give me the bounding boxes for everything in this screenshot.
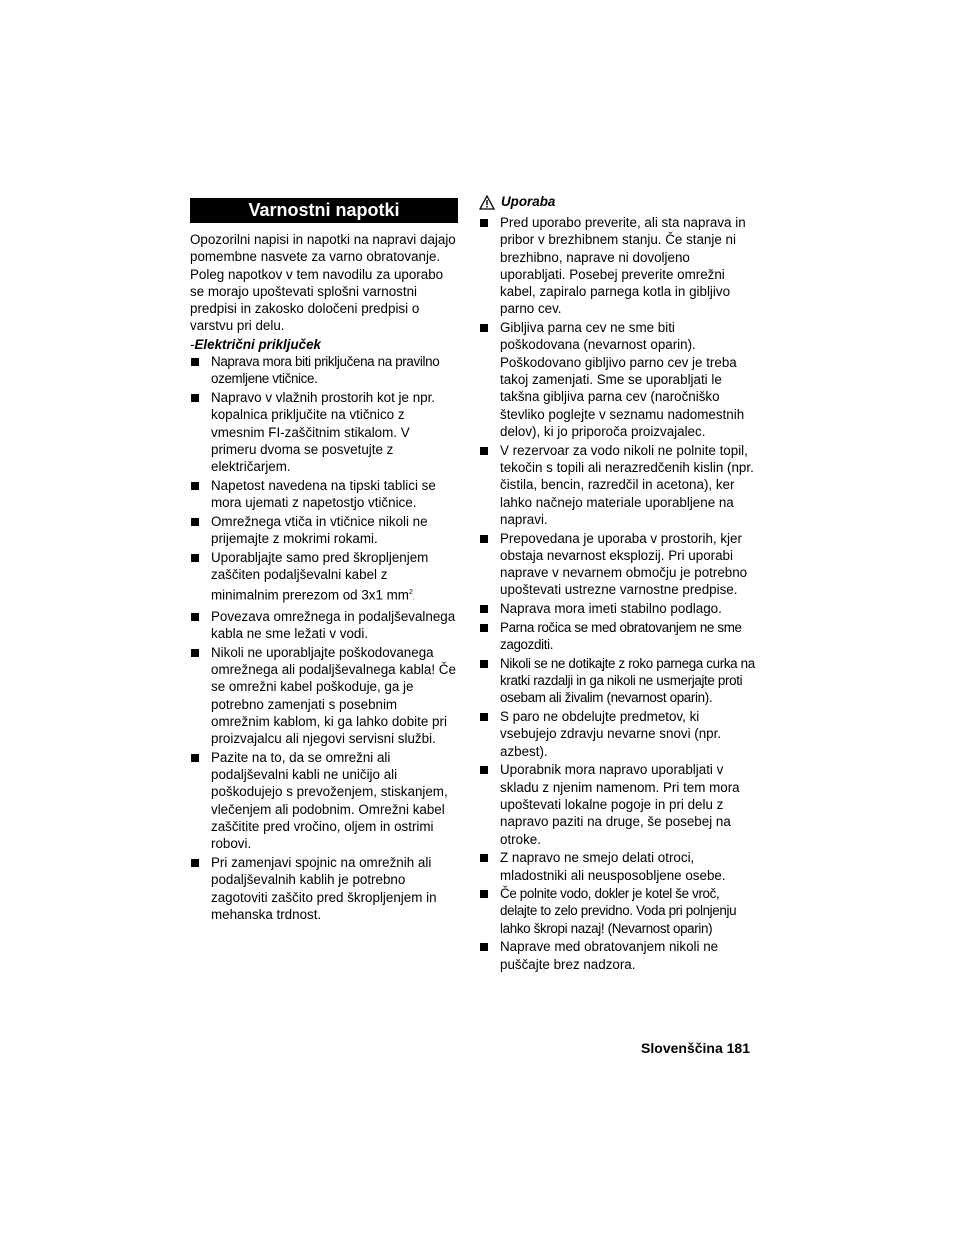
intro-paragraph-1: Opozorilni napisi in napotki na napravi dajajo pomembne nasvete za varno obratovanje. <box>190 232 456 265</box>
square-bullet-icon <box>480 324 488 332</box>
list-item: Nikoli se ne dotikajte z roko parnega curka na kratki razdalji in ga nikoli ne usmerjajte proti osebam ali živalim (nevarnost oparin). <box>479 655 755 707</box>
usage-list <box>479 214 755 973</box>
square-bullet-icon <box>480 219 488 227</box>
list-item: Povezava omrežnega in podaljševalnega kabla ne sme ležati v vodi. <box>190 608 458 643</box>
list-item: Uporabnik mora napravo uporabljati v skladu z njenim namenom. Pri tem mora upoštevati lokalne pogoje in pri delu z napravo paziti na druge, še posebej na otroke. <box>479 761 755 847</box>
left-column <box>190 198 458 925</box>
list-item: Naprava mora biti priključena na pravilno ozemljene vtičnice. <box>190 353 458 388</box>
square-bullet-icon <box>480 713 488 721</box>
superscript: 2 <box>408 588 413 596</box>
list-item: Omrežnega vtiča in vtičnice nikoli ne prijemajte z mokrimi rokami. <box>190 513 458 548</box>
list-item: Če polnite vodo, dokler je kotel še vroč, delajte to zelo previdno. Voda pri polnjenju lahko škropi nazaj! (Nevarnost oparin) <box>479 885 755 937</box>
square-bullet-icon <box>480 766 488 774</box>
list-item: Naprava mora imeti stabilno podlago. <box>479 600 755 617</box>
square-bullet-icon <box>191 859 199 867</box>
electrical-subheading <box>190 336 458 353</box>
square-bullet-icon <box>191 649 199 657</box>
section-title: Varnostni napotki <box>190 198 458 223</box>
intro-paragraph-2: Poleg napotkov v tem navodilu za uporabo se morajo upoštevati splošni varnostni predpisi in zakosko določeni predpisi o varstvu pri delu. <box>190 266 444 334</box>
list-item: Uporabljajte samo pred škropljenjem zaščiten podaljševalni kabel z minimalnim prerezom od 3x1 $mm^2$. <box>190 549 458 606</box>
list-item: Pred uporabo preverite, ali sta naprava in pribor v brezhibnem stanju. Če stanje ni brezhibno, naprave ni dovoljeno uporabljati. Posebej preverite omrežni kabel, zapiralo parnega kotla in gibljivo parno cev. <box>479 214 755 318</box>
square-bullet-icon <box>480 660 488 668</box>
right-column <box>479 193 755 974</box>
list-item: Nikoli ne uporabljajte poškodovanega omrežnega ali podaljševalnega kabla! Če se omrežni kabel poškoduje, ga je potrebno zamenjati s posebnim omrežnim kablom, ki ga lahko dobite pri proizvajalcu ali njegovi servisni službi. <box>190 644 458 748</box>
page-number: Slovenščina 181 <box>641 1040 750 1056</box>
usage-heading <box>479 193 755 211</box>
square-bullet-icon <box>191 518 199 526</box>
square-bullet-icon <box>480 535 488 543</box>
list-item: S paro ne obdelujte predmetov, ki vsebujejo zdravju nevarne snovi (npr. azbest). <box>479 708 755 760</box>
square-bullet-icon <box>480 854 488 862</box>
square-bullet-icon <box>191 613 199 621</box>
square-bullet-icon <box>191 554 199 562</box>
electrical-list <box>190 353 458 923</box>
usage-heading-text: Uporaba <box>501 194 556 209</box>
square-bullet-icon <box>191 754 199 762</box>
list-item: Pri zamenjavi spojnic na omrežnih ali podaljševalnih kablih je potrebno zagotoviti zaščito pred škropljenjem in mehanska trdnost. <box>190 854 458 923</box>
square-bullet-icon <box>191 394 199 402</box>
list-item: Pazite na to, da se omrežni ali podaljševalni kabli ne uničijo ali poškodujejo s prevoženjem, stiskanjem, vlečenjem ali podobnim. Omrežni kabel zaščitite pred vročino, oljem in ostrimi robovi. <box>190 749 458 853</box>
list-item: Gibljiva parna cev ne sme biti poškodovana (nevarnost oparin). Poškodovano gibljivo parno cev je treba takoj zamenjati. Sme se uporabljati le takšna gibljiva parna cev (naročniško števliko poglejte v seznamu nadomestnih delov), ki jo priporoča proizvajalec. <box>479 319 755 440</box>
subheading-text: Električni priključek <box>194 336 321 352</box>
square-bullet-icon <box>191 482 199 490</box>
period: . <box>412 593 415 601</box>
subheading-prefix: - <box>190 336 195 352</box>
list-item: Parna ročica se med obratovanjem ne sme zagozditi. <box>479 619 755 654</box>
list-item: Prepovedana je uporaba v prostorih, kjer obstaja nevarnost eksplozij. Pri uporabi naprave v nevarnem območju je potrebno upoštevati ustrezne varnostne predpise. <box>479 530 755 599</box>
list-item: V rezervoar za vodo nikoli ne polnite topil, tekočin s topili ali nerazredčenih kislin (npr. čistila, bencin, razredčil in acetona), ker lahko načnejo materiale uporabljene na napravi. <box>479 442 755 528</box>
warning-triangle-icon <box>479 195 495 210</box>
square-bullet-icon <box>480 447 488 455</box>
list-item: Napravo v vlažnih prostorih kot je npr. kopalnica priključite na vtičnico z vmesnim FI-zaščitnim stikalom. V primeru dvoma se posvetujte z električarjem. <box>190 389 458 475</box>
list-item: Z napravo ne smejo delati otroci, mladostniki ali neusposobljene osebe. <box>479 849 755 884</box>
square-bullet-icon <box>480 605 488 613</box>
square-bullet-icon <box>191 358 199 366</box>
list-item: Naprave med obratovanjem nikoli ne puščajte brez nadzora. <box>479 938 755 973</box>
square-bullet-icon <box>480 890 488 898</box>
square-bullet-icon <box>480 943 488 951</box>
square-bullet-icon <box>480 624 488 632</box>
list-item: Napetost navedena na tipski tablici se mora ujemati z napetostjo vtičnice. <box>190 477 458 512</box>
